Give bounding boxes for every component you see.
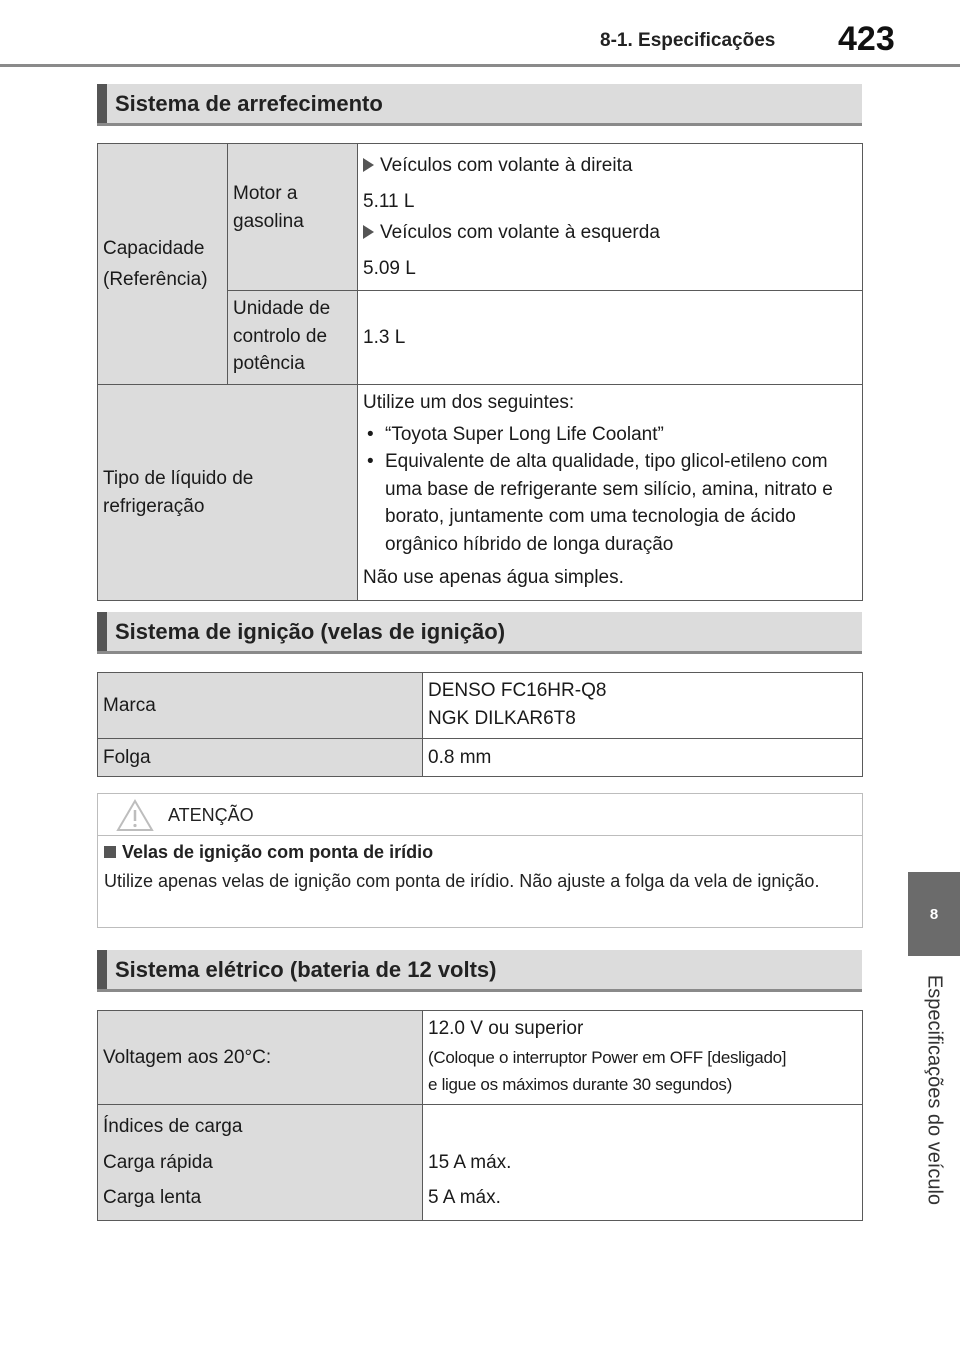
warning-triangle-icon xyxy=(116,798,154,832)
engine-label-line-2: gasolina xyxy=(233,210,304,232)
caution-text: Utilize apenas velas de ignição com ponta de irídio. Não ajuste a folga da vela de ignição. xyxy=(104,871,820,891)
voltage-note-line-1: (Coloque o interruptor Power em OFF [desligado] xyxy=(428,1047,787,1067)
caution-subtitle: Velas de ignição com ponta de irídio xyxy=(122,842,434,862)
fast-charge-value: 15 A máx. xyxy=(428,1151,512,1173)
lhd-value: 5.09 L xyxy=(363,257,416,279)
slow-charge-label: Carga lenta xyxy=(103,1187,202,1209)
coolant-option-2: • Equivalente de alta qualidade, tipo glicol-etileno com uma base de refrigerante sem silício, amina, nitrato e borato, juntamente com uma tecnologia de ácido orgânico híbrido de longa duração xyxy=(363,448,857,558)
square-bullet-icon xyxy=(104,846,116,858)
voltage-value: 12.0 V ou superior xyxy=(428,1018,584,1039)
capacity-reference-label: (Referência) xyxy=(103,269,208,291)
gap-label: Folga xyxy=(98,739,423,777)
coolant-value-cell xyxy=(358,385,863,601)
rhd-value: 5.11 L xyxy=(363,190,415,212)
chapter-tab[interactable]: 8 xyxy=(908,872,960,956)
caution-subtitle-row xyxy=(104,842,433,863)
coolant-intro: Utilize um dos seguintes: xyxy=(363,392,575,414)
capacity-label: Capacidade xyxy=(103,237,205,259)
section-header-electrical xyxy=(97,950,862,992)
charge-rates-label: Índices de carga xyxy=(103,1116,243,1137)
engine-capacity-cell xyxy=(358,144,863,291)
voltage-value-cell xyxy=(423,1011,863,1105)
triangle-bullet-icon xyxy=(363,225,374,239)
pcu-label-cell xyxy=(228,291,358,385)
brand-value-cell xyxy=(423,673,863,739)
pcu-label-line-1: Unidade de xyxy=(233,298,331,320)
coolant-option-1: • “Toyota Super Long Life Coolant” xyxy=(363,421,857,449)
section-header-ignition xyxy=(97,612,862,654)
rhd-label: Veículos com volante à direita xyxy=(380,155,633,176)
gap-value: 0.8 mm xyxy=(423,739,863,777)
brand-value-denso: DENSO FC16HR-Q8 xyxy=(428,680,607,701)
ignition-table xyxy=(97,672,863,777)
engine-label-line-1: Motor a xyxy=(233,183,298,204)
section-title-cooling: Sistema de arrefecimento xyxy=(115,91,383,116)
caution-label: ATENÇÃO xyxy=(168,805,254,825)
coolant-label-line-1: Tipo de líquido de xyxy=(103,468,254,490)
coolant-note: Não use apenas água simples. xyxy=(363,567,624,589)
section-header-cooling xyxy=(97,84,862,126)
lhd-label: Veículos com volante à esquerda xyxy=(380,222,660,244)
pcu-label-line-3: potência xyxy=(233,353,305,375)
voltage-label: Voltagem aos 20°C: xyxy=(98,1011,423,1105)
capacity-label-cell xyxy=(98,144,228,385)
brand-value-ngk: NGK DILKAR6T8 xyxy=(428,707,576,729)
cooling-table xyxy=(97,143,863,601)
charge-value-cell xyxy=(423,1105,863,1221)
caution-box xyxy=(97,793,863,928)
chapter-title: 8-1. Especificações xyxy=(600,30,776,51)
fast-charge-label: Carga rápida xyxy=(103,1151,213,1173)
triangle-bullet-icon xyxy=(363,158,374,172)
header-divider xyxy=(0,64,960,67)
electrical-table xyxy=(97,1010,863,1221)
section-title-electrical: Sistema elétrico (bateria de 12 volts) xyxy=(115,957,497,982)
caution-header xyxy=(98,794,862,836)
chapter-side-label: Especificações do veículo xyxy=(923,974,946,1206)
coolant-label-cell xyxy=(98,385,358,601)
page-number: 423 xyxy=(838,20,895,58)
brand-label: Marca xyxy=(98,673,423,739)
slow-charge-value: 5 A máx. xyxy=(428,1187,501,1209)
coolant-options-list xyxy=(363,421,857,559)
pcu-value: 1.3 L xyxy=(358,291,863,385)
coolant-label-line-2: refrigeração xyxy=(103,495,205,517)
voltage-note-line-2: e ligue os máximos durante 30 segundos) xyxy=(428,1075,732,1095)
section-title-ignition: Sistema de ignição (velas de ignição) xyxy=(115,619,506,644)
pcu-label-line-2: controlo de xyxy=(233,325,328,347)
engine-label-cell xyxy=(228,144,358,291)
charge-label-cell xyxy=(98,1105,423,1221)
